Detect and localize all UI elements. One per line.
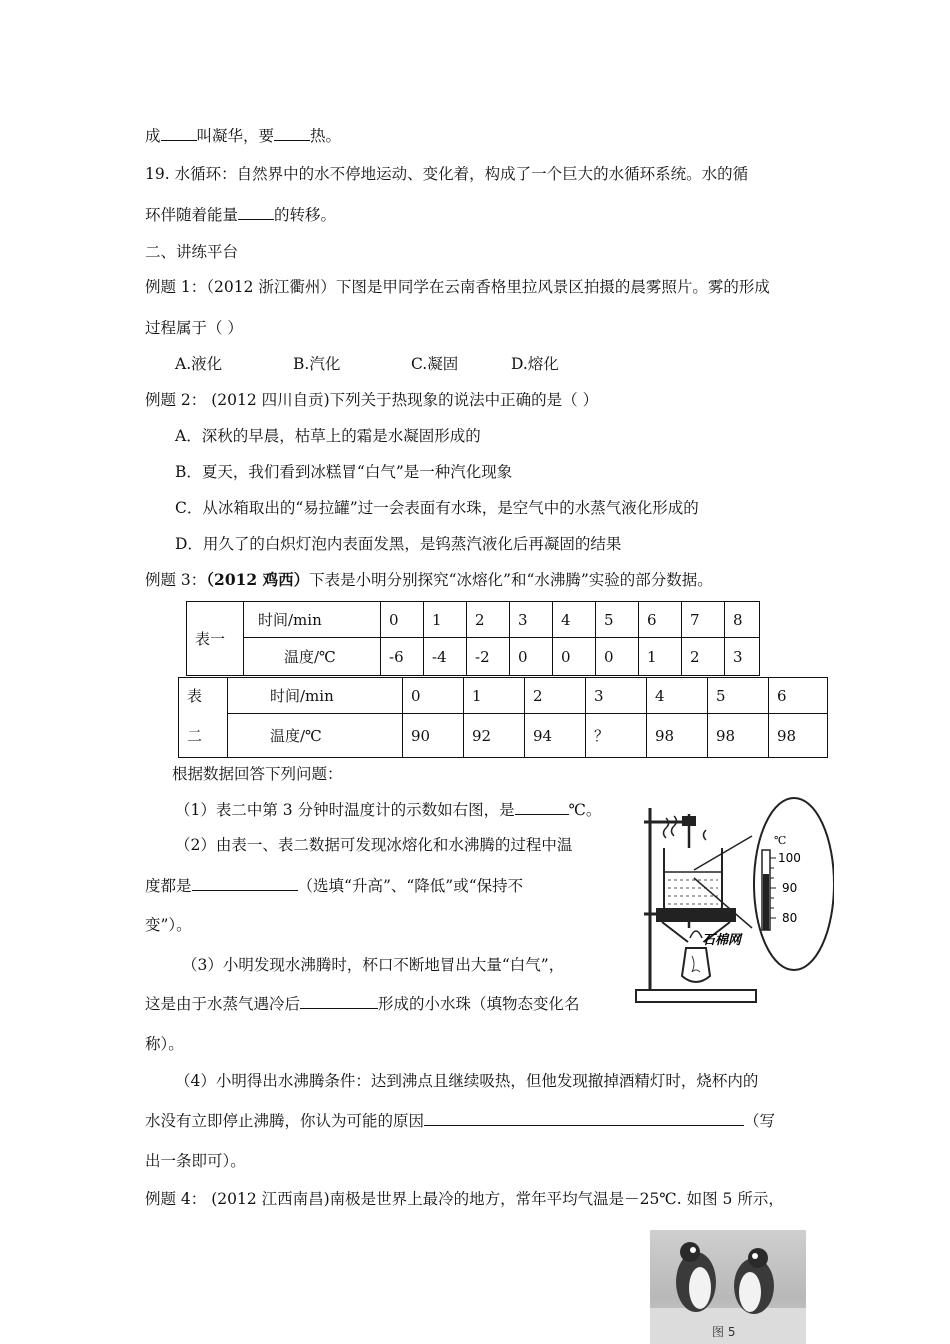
question-19-line-1: 19. 水循环：自然界中的水不停地运动、变化着，构成了一个巨大的水循环系统。水的循 [145, 165, 749, 183]
option-d: D.熔化 [511, 355, 559, 373]
answer-blank [515, 800, 569, 815]
asbestos-gauze [656, 908, 736, 922]
boiling-apparatus-figure [634, 778, 834, 1018]
example-4-stem: 例题 4： (2012 江西南昌)南极是世界上最冷的地方，常年平均气温是－25℃. 如图 5 所示， [145, 1190, 784, 1208]
row-header: 温度/℃ [228, 714, 403, 758]
example-2-option-b: B．夏天，我们看到冰糕冒“白气”是一种汽化现象 [175, 463, 513, 481]
question-3-line-3: 称）。 [145, 1035, 184, 1053]
question-2-line-2: 度都是 （选填“升高”、“降低”或“保持不 [145, 877, 524, 895]
unit-label: ℃ [774, 834, 787, 847]
option-b: B.汽化 [293, 355, 341, 373]
example-1-stem: 例题 1：（2012 浙江衢州）下图是甲同学在云南香格里拉风景区拍摄的晨雾照片。雾的形成 [145, 278, 770, 296]
row-header: 时间/min [244, 602, 381, 638]
example-1-options [175, 354, 559, 374]
penguin-photo [650, 1230, 806, 1344]
stand-base [636, 990, 756, 1002]
example-2-option-a: A．深秋的早晨，枯草上的霜是水凝固形成的 [175, 427, 481, 445]
table-ice-melting: 表一 时间/min 0 1 2 3 4 5 6 7 8 温度/℃ -6 -4 -2 0 0 0 1 2 3 [186, 601, 760, 676]
question-2-line-1: （2）由表一、表二数据可发现冰熔化和水沸腾的过程中温 [175, 836, 573, 854]
example-3-stem: 例题 3：（2012 鸡西）下表是小明分别探究“冰熔化”和“水沸腾”实验的部分数据。 [145, 570, 713, 589]
example-1-stem-cont: 过程属于（ ） [145, 319, 243, 337]
blank [161, 126, 197, 141]
answer-blank [300, 994, 378, 1009]
blank [274, 126, 310, 141]
tick-label: 100 [778, 851, 801, 865]
section-title: 二、讲练平台 [145, 243, 239, 261]
gauze-label: 石棉网 [702, 933, 742, 948]
tick-label: 80 [782, 911, 798, 925]
row-header: 温度/℃ [244, 638, 381, 676]
fill-line-deposition: 成 叫凝华，要 热。 [145, 127, 342, 145]
question-3-line-2: 这是由于水蒸气遇冷后 形成的小水珠（填物态变化名 [145, 995, 580, 1013]
tick-label: 90 [782, 881, 798, 895]
blank [238, 205, 274, 220]
row-header: 时间/min [228, 678, 403, 714]
answer-blank [424, 1111, 744, 1126]
question-1: （1）表二中第 3 分钟时温度计的示数如右图，是 ℃。 [175, 801, 602, 819]
option-c: C.凝固 [411, 355, 459, 373]
table-label: 二 [179, 714, 228, 758]
question-4-line-1: （4）小明得出水沸腾条件：达到沸点且继续吸热，但他发现撤掉酒精灯时，烧杯内的 [175, 1072, 759, 1090]
table-label: 表 [179, 678, 228, 714]
question-intro: 根据数据回答下列问题： [172, 765, 343, 783]
example-2-option-d: D．用久了的白炽灯泡内表面发黑，是钨蒸汽液化后再凝固的结果 [175, 535, 622, 553]
question-3-line-1: （3）小明发现水沸腾时，杯口不断地冒出大量“白气”， [182, 956, 565, 974]
example-2-stem: 例题 2： (2012 四川自贡)下列关于热现象的说法中正确的是（ ） [145, 391, 599, 409]
table-water-boiling: 表 时间/min 0 1 2 3 4 5 6 二 温度/℃ 90 92 94 ？ 98 98 98 [178, 677, 828, 758]
option-a: A.液化 [175, 355, 223, 373]
example-2-option-c: C．从冰箱取出的“易拉罐”过一会表面有水珠，是空气中的水蒸气液化形成的 [175, 499, 699, 517]
question-4-line-3: 出一条即可）。 [145, 1152, 246, 1170]
table-label: 表一 [187, 602, 244, 676]
question-2-line-3: 变”）。 [145, 916, 192, 934]
question-19-line-2: 环伴随着能量 的转移。 [145, 206, 337, 224]
answer-blank [192, 876, 298, 891]
alcohol-lamp [682, 948, 710, 982]
question-4-line-2: 水没有立即停止沸腾，你认为可能的原因 （写 [145, 1112, 776, 1130]
figure-caption: 图 5 [712, 1325, 736, 1339]
